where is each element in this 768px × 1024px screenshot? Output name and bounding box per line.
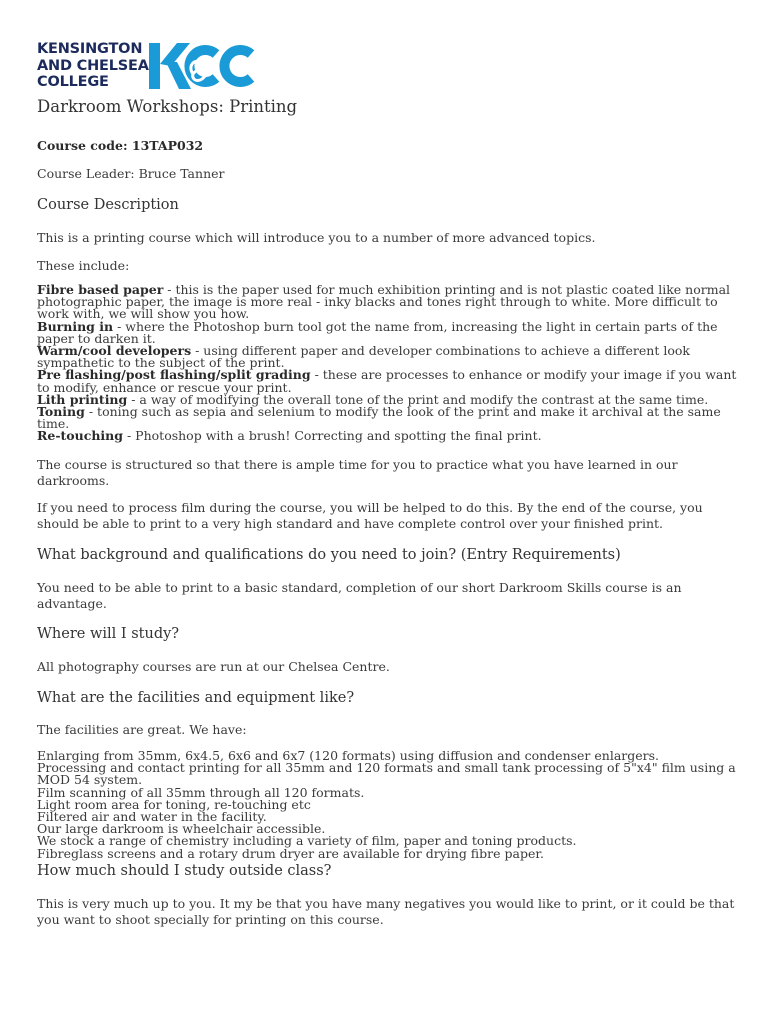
facility-item: Processing and contact printing for all 35mm and 120 formats and small tank processing of 5"x4" film using a MOD 54 system. — [37, 760, 736, 788]
course-description-heading: Course Description — [37, 197, 179, 213]
entry-requirements-heading: What background and qualifications do you need to join? (Entry Requirements) — [37, 547, 621, 563]
topic-term: Re-touching — [37, 428, 124, 444]
topic-text: - this is the paper used for much exhibition printing and is not plastic coated like normal photographic paper, the image is more real - inky blacks and tones right through to white. More difficult to work with, we will show you how. — [37, 282, 731, 322]
topic-term: Lith printing — [37, 391, 128, 407]
topic-item — [37, 345, 737, 369]
logo-wordmark — [37, 41, 149, 91]
where-study-heading: Where will I study? — [37, 626, 180, 642]
topic-text: - where the Photoshop burn tool got the name from, increasing the light in certain parts of the paper to darken it. — [37, 318, 718, 346]
outside-class-text: This is very much up to you. It my be that you have many negatives you would like to print, or it could be that you want to shoot specially for printing on this course. — [37, 896, 735, 927]
topic-term: Toning — [37, 404, 85, 420]
facility-item: Film scanning of all 35mm through all 120 formats. — [37, 784, 365, 800]
topic-item — [37, 430, 737, 442]
course-leader: Course Leader: Bruce Tanner — [37, 166, 225, 181]
facility-item: We stock a range of chemistry including a variety of film, paper and toning products. — [37, 833, 577, 849]
course-code: Course code: 13TAP032 — [37, 138, 204, 153]
topic-term: Warm/cool developers — [37, 343, 192, 359]
facilities-list — [37, 750, 737, 860]
topic-item — [37, 318, 737, 346]
topic-term: Pre flashing/post flashing/split grading — [37, 367, 311, 383]
logo-line-2: AND CHELSEA — [37, 57, 149, 74]
topic-text: - toning such as sepia and selenium to modify the look of the print and make it archival at the same time. — [37, 404, 721, 432]
facilities-intro: The facilities are great. We have: — [37, 722, 247, 737]
entry-requirements-text: You need to be able to print to a basic standard, completion of our short Darkroom Skills course is an advantage. — [37, 580, 682, 611]
kcc-logo-icon — [147, 40, 267, 92]
college-logo — [37, 40, 277, 92]
topic-item — [37, 369, 737, 393]
topic-item — [37, 284, 737, 321]
topic-term: Burning in — [37, 318, 114, 334]
these-include-label: These include: — [37, 258, 130, 273]
outside-class-heading: How much should I study outside class? — [37, 863, 332, 879]
facility-item: Enlarging from 35mm, 6x4.5, 6x6 and 6x7 (120 formats) using diffusion and condenser enlargers. — [37, 748, 660, 763]
course-structure: The course is structured so that there is ample time for you to practice what you have learned in our darkrooms. — [37, 457, 678, 488]
topic-text: - using different paper and developer combinations to achieve a different look sympathetic to the subject of the print. — [37, 343, 690, 371]
where-study-text: All photography courses are run at our Chelsea Centre. — [37, 659, 390, 674]
logo-line-3: COLLEGE — [37, 74, 109, 90]
topic-text: - these are processes to enhance or modify your image if you want to modify, enhance or rescue your print. — [37, 367, 737, 395]
topic-item — [37, 406, 737, 430]
course-intro: This is a printing course which will introduce you to a number of more advanced topics. — [37, 230, 596, 245]
topic-text: - Photoshop with a brush! Correcting and spotting the final print. — [123, 428, 542, 444]
facility-item: Our large darkroom is wheelchair accessible. — [37, 821, 326, 837]
facility-item: Fibreglass screens and a rotary drum dryer are available for drying fibre paper. — [37, 845, 544, 861]
facility-item: Light room area for toning, re-touching etc — [37, 796, 311, 812]
topics-list — [37, 284, 737, 443]
facility-item: Filtered air and water in the facility. — [37, 809, 267, 825]
facilities-heading: What are the facilities and equipment like? — [37, 690, 355, 706]
film-processing: If you need to process film during the course, you will be helped to do this. By the end of the course, you should be able to print to a very high standard and have complete control over your finished print. — [37, 500, 703, 531]
logo-line-1: KENSINGTON — [37, 41, 143, 57]
topic-term: Fibre based paper — [37, 282, 164, 297]
topic-text: - a way of modifying the overall tone of the print and modify the contrast at the same time. — [127, 391, 709, 407]
page-title: Darkroom Workshops: Printing — [37, 97, 298, 116]
